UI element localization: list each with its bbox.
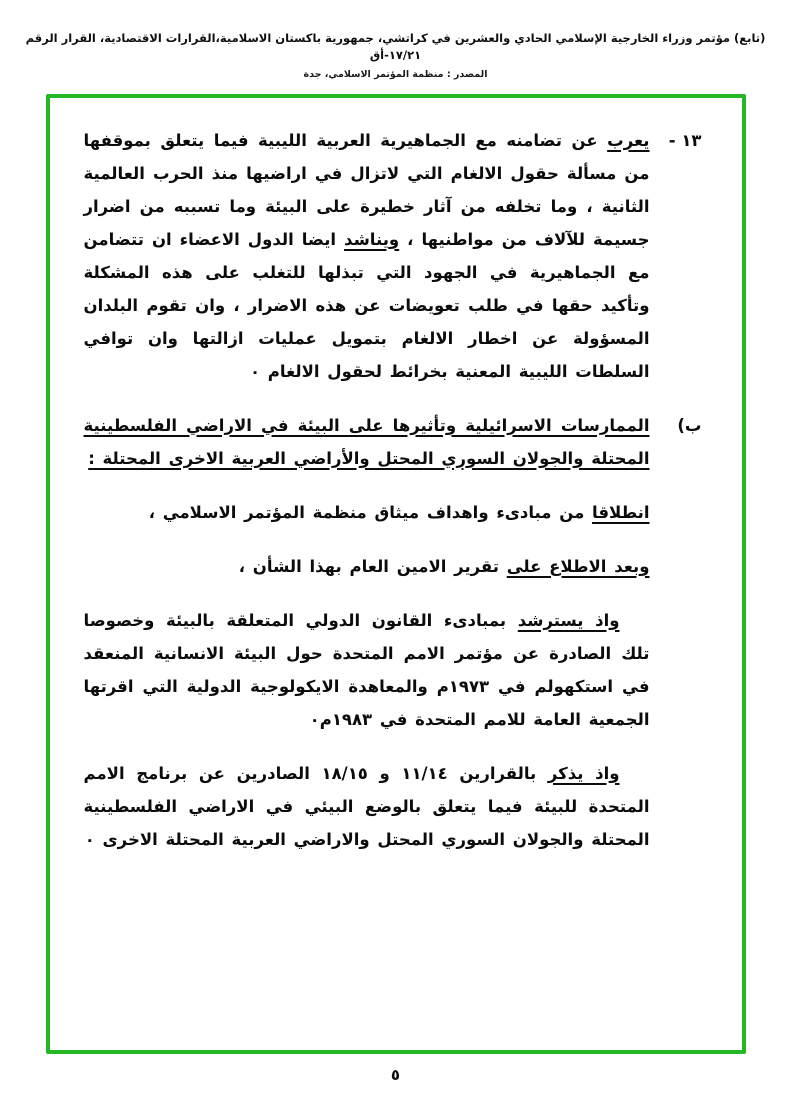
text-segment: ايضا الدول الاعضاء ان تتضامن مع الجماهيرية في الجهود التي تبذلها للتغلب على هذه المشكلة وتأكيد حقها في طلب تعويضات عن هذه الاضرار ، وان تقوم البلدان المسؤولة عن اخطار الالغام بتمويل عمليات ازالتها وان توافي السلطات الليبية المعنية بخرائط لحقول الالغام ٠ — [83, 229, 650, 381]
content-frame — [46, 94, 746, 1054]
paragraph-text — [84, 409, 650, 475]
paragraph-text — [84, 604, 650, 736]
paragraph-marker — [650, 757, 702, 856]
paragraph — [84, 550, 702, 583]
paragraph — [84, 124, 702, 388]
paragraph-text — [84, 496, 650, 529]
underlined-text: واذ يسترشد — [517, 610, 620, 630]
paragraph — [84, 409, 702, 475]
document-body — [84, 124, 702, 856]
header-publisher-line: المصدر : منظمة المؤتمر الاسلامي، جدة — [303, 68, 488, 80]
underlined-text: انطلاقا — [592, 502, 650, 522]
paragraph-marker — [650, 550, 702, 583]
paragraph — [84, 757, 702, 856]
text-segment: بالقرارين ١١/١٤ و ١٨/١٥ الصادرين عن برنامج الامم المتحدة للبيئة فيما يتعلق بالوضع البيئي في الاراضي الفلسطينية المحتلة والجولان السوري المحتل والاراضي العربية المحتلة الاخرى ٠ — [83, 763, 650, 849]
header-source-line: (تابع) مؤتمر وزراء الخارجية الإسلامي الحادي والعشرين في كراتشي، جمهورية باكستان الاسلامية،القرارات الاقتصادية، القرار الرقم ١٧/٢١-أق — [25, 31, 766, 63]
paragraph — [84, 496, 702, 529]
paragraph-marker: ١٣ - — [668, 130, 702, 150]
paragraph-text — [84, 757, 650, 856]
text-segment: بمبادىء القانون الدولي المتعلقة بالبيئة وخصوصا تلك الصادرة عن مؤتمر الامم المتحدة حول البيئة الانسانية المنعقد في استكهولم في ١٩٧٣م والمعاهدة الايكولوجية الدولية التي اقرتها الجمعية العامة للامم المتحدة في ١٩٨٣م٠ — [83, 610, 650, 729]
paragraph — [84, 604, 702, 736]
underlined-text: وبعد الاطلاع على — [506, 556, 650, 576]
paragraph-text — [84, 124, 650, 388]
text-segment: تقرير الامين العام بهذا الشأن ، — [238, 556, 507, 576]
underlined-text: واذ يذكر — [547, 763, 620, 783]
underlined-text: يعرب — [607, 130, 650, 150]
paragraph-marker: ب) — [677, 415, 702, 435]
paragraph-marker — [650, 604, 702, 736]
page-number: ٥ — [390, 1065, 401, 1084]
text-segment: عن تضامنه مع الجماهيرية العربية الليبية فيما يتعلق بموقفها من مسألة حقول الالغام التي لاتزال في اراضيها منذ الحرب العالمية الثانية ، وما تخلفه من آثار خطيرة على البيئة وما تسببه من اضرار جسيمة للآلاف من مواطنيها ، — [83, 130, 650, 249]
paragraph-text — [84, 550, 650, 583]
underlined-text: الممارسات الاسرائيلية وتأثيرها على البيئة في الاراضي الفلسطينية المحتلة والجولان السوري المحتل والأراضي العربية الاخرى المحتلة : — [83, 415, 650, 468]
underlined-text: ويناشد — [344, 229, 400, 249]
paragraph-marker — [650, 496, 702, 529]
document-header — [0, 0, 791, 80]
text-segment: من مبادىء واهداف ميثاق منظمة المؤتمر الاسلامي ، — [148, 502, 593, 522]
